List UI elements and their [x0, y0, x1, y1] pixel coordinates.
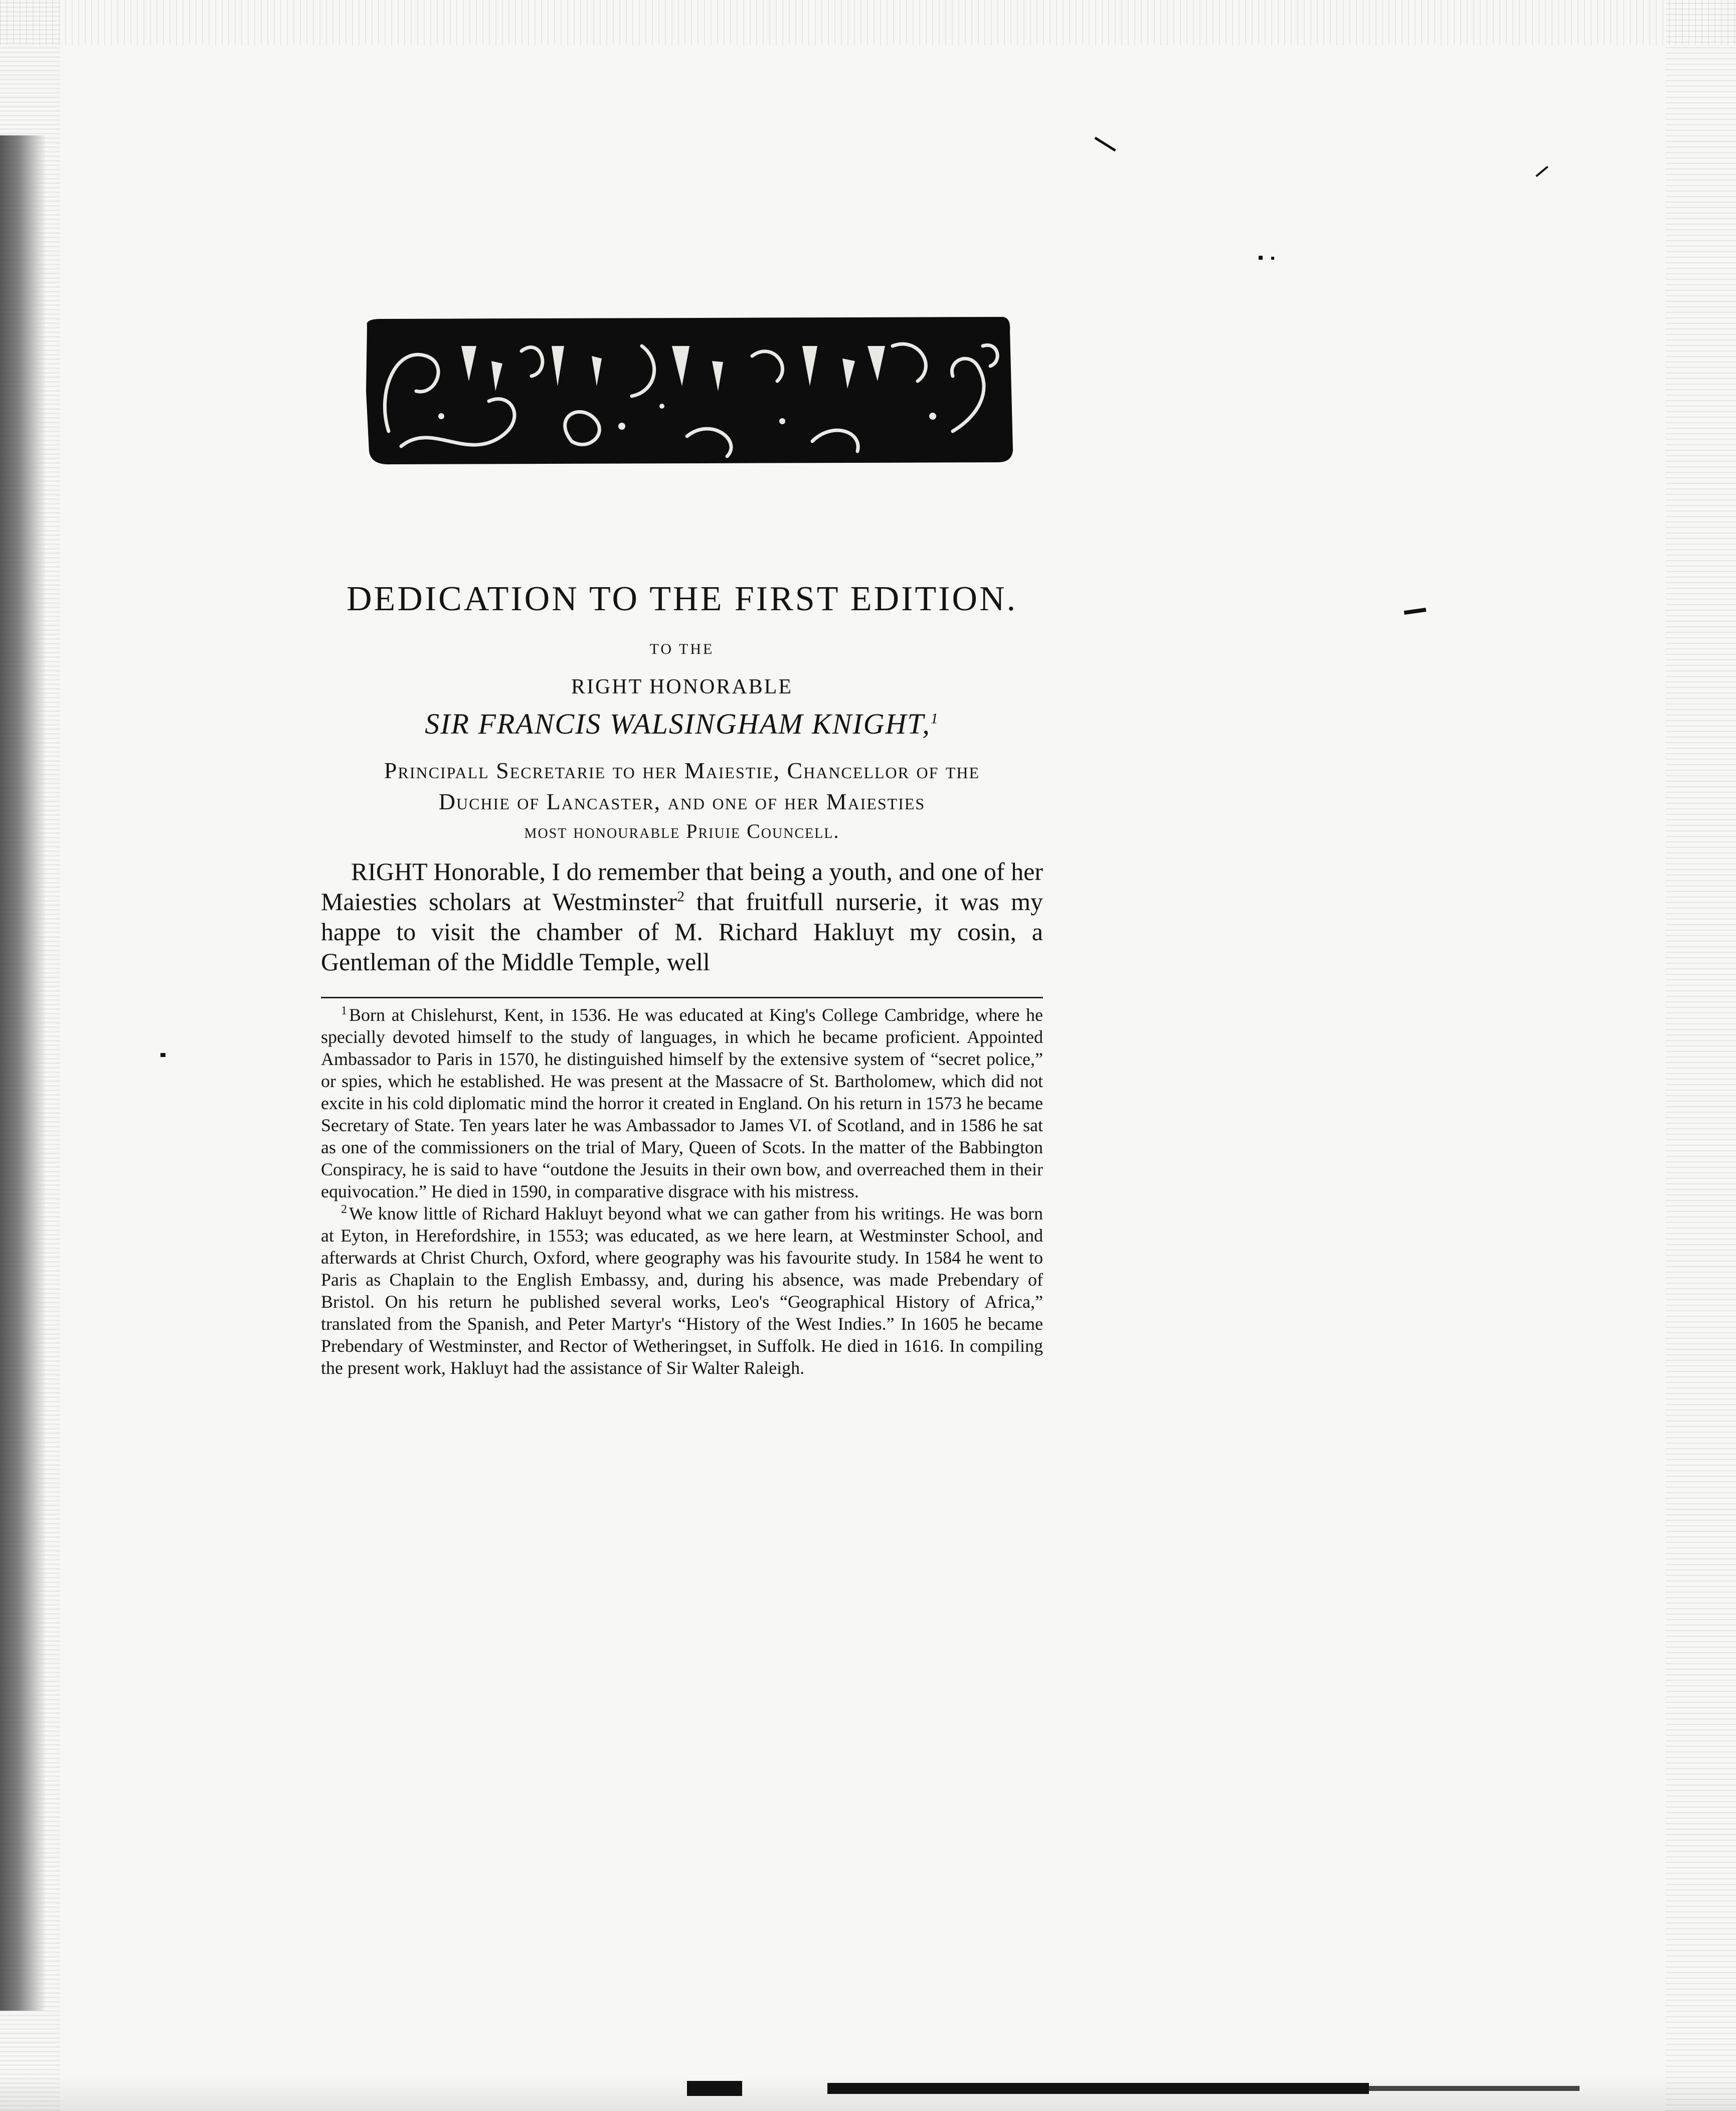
- scan-bottom-bar-faint: [1369, 2086, 1580, 2091]
- body-text-part-1: RIGHT Honorable, I do remember that being a youth, and one of her Maiesties scholars at Westminster: [321, 857, 1043, 916]
- footnote-2-mark: 2: [341, 1203, 347, 1216]
- scan-bottom-mark: [687, 2081, 742, 2096]
- footnote-1: [321, 1004, 1043, 1202]
- dedicatee-name: [321, 707, 1043, 741]
- right-honorable-line: RIGHT HONORABLE: [571, 675, 793, 698]
- scan-edge-right-noise: [1666, 0, 1736, 2111]
- dedication-title: DEDICATION TO THE FIRST EDITION.: [346, 580, 1018, 618]
- footnote-1-mark: 1: [341, 1004, 347, 1017]
- dedication-body-paragraph: [321, 856, 1043, 977]
- dedicatee-titles-line-2: Duchie of Lancaster, and one of her Maiesties: [438, 789, 926, 814]
- scan-edge-left-shadow: [0, 135, 46, 2011]
- scan-bottom-bar: [827, 2083, 1369, 2094]
- scan-speck: [1404, 608, 1427, 615]
- to-the-line: TO THE: [649, 641, 715, 657]
- footnote-separator-rule: [321, 997, 1043, 998]
- footnote-ref-1: 1: [930, 710, 939, 727]
- footnotes-block: [321, 1004, 1043, 1379]
- dedicatee-titles-line-1: Principall Secretarie to her Maiestie, Chancellor of the: [384, 758, 980, 783]
- scan-speck: [1535, 166, 1548, 177]
- dedicatee-name-text: SIR FRANCIS WALSINGHAM KNIGHT,: [425, 708, 931, 740]
- scan-speck: [160, 1053, 165, 1057]
- footnote-2-text: We know little of Richard Hakluyt beyond what we can gather from his writings. He was born at Eyton, in Herefordshire, in 1553; was educated, as we here learn, at Westminster School, and afterwards at Christ Church, Oxford, where geography was his favourite study. In 1584 he went to Paris as Chaplain to the English Embassy, and, during his absence, was made Prebendary of Bristol. On his return he published several works, Leo's “Geographical History of Africa,” translated from the Spanish, and Peter Martyr's “History of the West Indies.” In 1605 he became Prebendary of Westminster, and Rector of Wetheringset, in Suffolk. He died in 1616. In compiling the present work, Hakluyt had the assistance of Sir Walter Raleigh.: [321, 1203, 1043, 1378]
- body-text-part-2: that fruitfull nurserie, it was my happe to visit the chamber of M. Richard Hakluyt my cosin, a Gentleman of the Middle Temple, well: [321, 888, 1044, 976]
- footnote-ref-2: 2: [677, 888, 685, 905]
- dedicatee-titles-line-3: most honourable Priuie Councell.: [524, 820, 840, 842]
- footnote-2: [321, 1202, 1043, 1379]
- scan-speck: [1259, 256, 1263, 260]
- scan-edge-top-noise: [0, 0, 1736, 45]
- footnote-1-text: Born at Chislehurst, Kent, in 1536. He was educated at King's College Cambridge, where he specially devoted himself to the study of languages, in which he became proficient. Appointed Ambassador to Paris in 1570, he distinguished himself by the extensive system of “secret police,” or spies, which he established. He was present at the Massacre of St. Bartholomew, which did not excite in his cold diplomatic mind the horror it created in England. On his return in 1573 he became Secretary of State. Ten years later he was Ambassador to James VI. of Scotland, and in 1586 he sat as one of the commissioners on the trial of Mary, Queen of Scots. In the matter of the Babbington Conspiracy, he is said to have “outdone the Jesuits in their own bow, and overreached them in their equivocation.” He died in 1590, in comparative disgrace with his mistress.: [321, 1005, 1043, 1201]
- scan-speck: [1094, 137, 1116, 152]
- scan-speck: [1271, 257, 1274, 260]
- ornamental-header-band: [361, 316, 1013, 466]
